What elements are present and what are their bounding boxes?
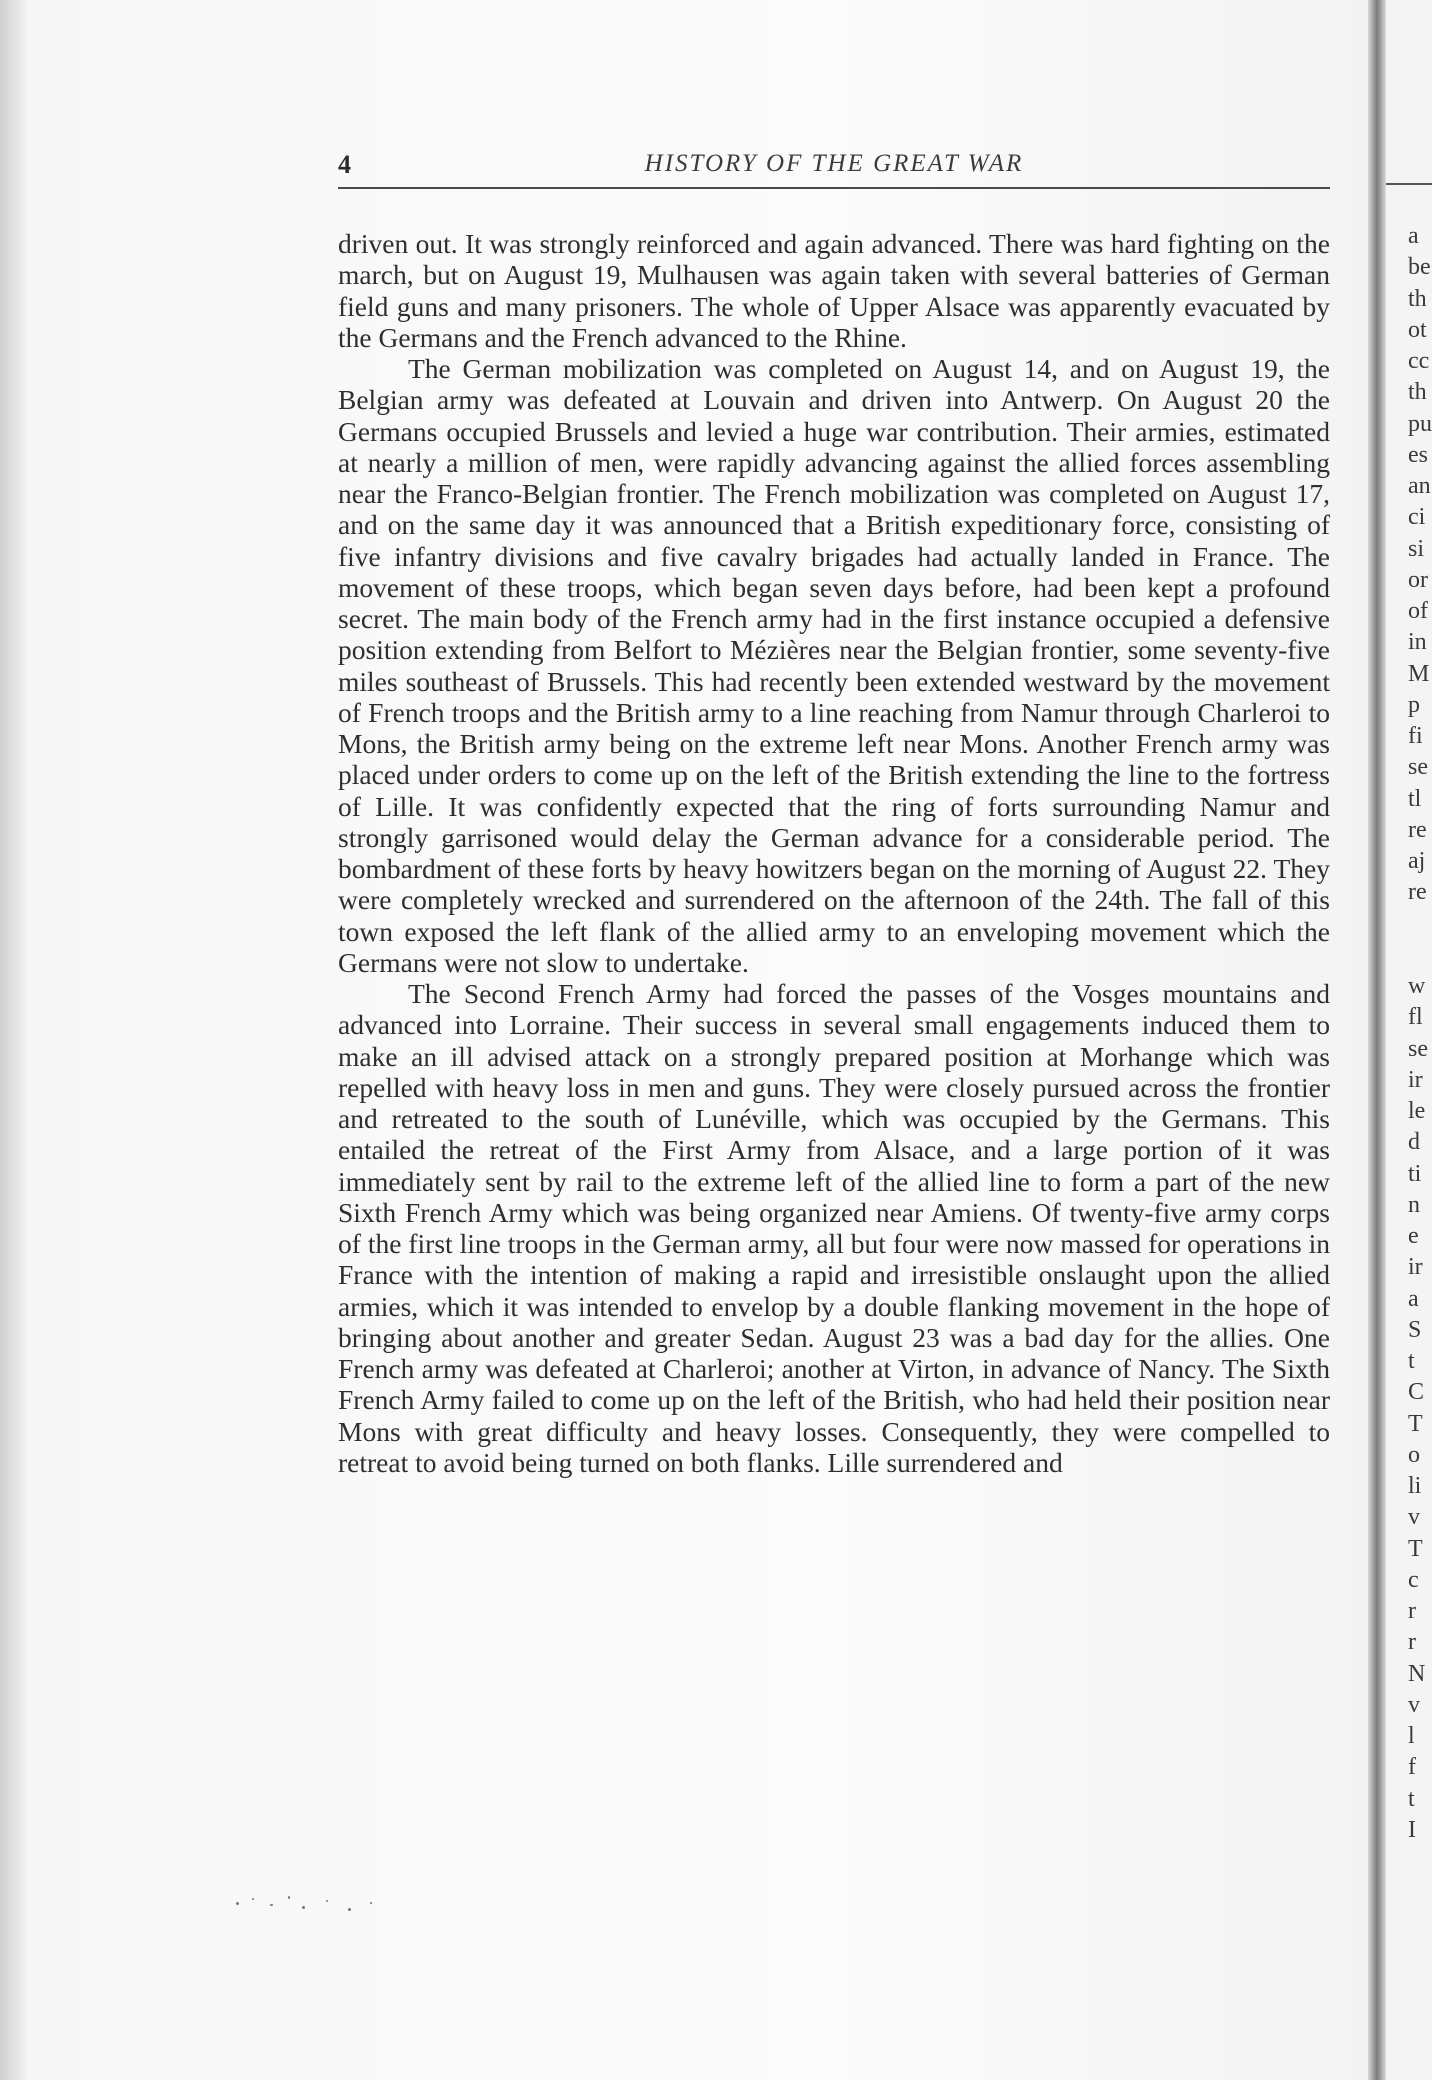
page-header [338,150,1330,186]
adjacent-page-fragment: ir [1408,1254,1423,1281]
adjacent-page-fragment: re [1408,879,1427,906]
adjacent-page-fragment: fi [1408,723,1423,749]
adjacent-page-edge [1386,0,1432,2080]
adjacent-page-fragment: w [1408,973,1426,999]
adjacent-page-fragment: cc [1408,348,1430,374]
adjacent-page-fragment: of [1408,598,1428,624]
adjacent-page-fragment: c [1408,1566,1419,1593]
adjacent-page-fragment: T [1408,1535,1423,1562]
adjacent-page-fragment: v [1408,1691,1420,1718]
adjacent-page-fragment: a [1408,1285,1419,1312]
adjacent-page-fragment: l [1408,1723,1415,1749]
adjacent-page-fragment: ir [1408,1066,1423,1093]
adjacent-page-fragment: ti [1408,1160,1422,1187]
adjacent-page-fragment: be [1408,254,1431,281]
adjacent-page-fragment: n [1408,1191,1420,1218]
adjacent-page-fragment: li [1408,1473,1422,1499]
adjacent-page-fragment: pu [1408,410,1432,437]
adjacent-page-fragment: tl [1408,785,1422,812]
adjacent-page-fragment: I [1408,1816,1416,1843]
adjacent-page-fragment: fl [1408,1004,1423,1031]
adjacent-page-fragment: a [1408,223,1419,249]
adjacent-page-fragment: N [1408,1660,1426,1687]
adjacent-page-fragment: or [1408,566,1428,593]
adjacent-page-fragment: r [1408,1629,1416,1656]
page-edge-shadow [0,0,26,2080]
adjacent-page-fragment: e [1408,1223,1419,1249]
scan-specks [230,1888,400,1918]
adjacent-page-fragment: T [1408,1410,1423,1437]
book-gutter [1368,0,1386,2080]
paragraph: The Second French Army had forced the passes of the Vosges mountains and advanced into Lorraine. Their success in several small engagements induced them to make an ill advised attack on a strongly prepared position at Morhange which was repelled with heavy loss in men and guns. They were closely pursued across the frontier and retreated to the south of Lunéville, which was occupied by the Germans. This entailed the retreat of the First Army from Alsace, and a large portion of it was immediately sent by rail to the extreme left of the allied line to form a part of the new Sixth French Army which was being organized near Amiens. Of twenty-five army corps of the first line troops in the German army, all but four were now massed for operations in France with the intention of making a rapid and irresistible onslaught upon the allied armies, which it was intended to envelop by a double flanking movement in the hope of bringing about another and greater Sedan. August 23 was a bad day for the allies. One French army was defeated at Charleroi; another at Virton, in advance of Nancy. The Sixth French Army failed to come up on the left of the British, who had held their position near Mons with great difficulty and heavy losses. Consequently, they were compelled to retreat to avoid being turned on both flanks. Lille surrendered and [338,978,1330,1478]
adjacent-page-fragment: p [1408,691,1420,718]
page-number: 4 [338,150,351,179]
running-title: HISTORY OF THE GREAT WAR [644,150,1024,177]
adjacent-page-fragment: se [1408,1035,1428,1062]
adjacent-page-fragment: M [1408,660,1430,687]
adjacent-page-fragment: th [1408,285,1427,312]
header-rule [338,187,1330,189]
adjacent-page-fragment: d [1408,1129,1420,1156]
adjacent-page-fragment: v [1408,1504,1420,1531]
adjacent-page-fragment: si [1408,535,1425,562]
adjacent-page-fragment: S [1408,1316,1422,1343]
adjacent-page-fragment: f [1408,1754,1416,1781]
adjacent-page-fragment: r [1408,1598,1416,1624]
adjacent-page-fragment: re [1408,816,1427,843]
adjacent-page-fragment: le [1408,1098,1426,1124]
adjacent-page-fragment: se [1408,754,1428,781]
adjacent-page-fragment: in [1408,629,1427,656]
paragraph: driven out. It was strongly reinforced and again advanced. There was hard fighting on the march, but on August 19, Mulhausen was again taken with several batteries of German field guns and many prisoners. The whole of Upper Alsace was apparently evacuated by the Germans and the French advanced to the Rhine. [338,228,1330,353]
adjacent-page-fragment: t [1408,1348,1415,1374]
body-text [338,228,1330,1478]
adjacent-page-fragment: t [1408,1785,1415,1812]
adjacent-page-fragment: aj [1408,848,1426,874]
adjacent-header-rule [1386,183,1432,185]
adjacent-page-fragment: an [1408,473,1431,499]
adjacent-page-fragment: ci [1408,504,1426,531]
adjacent-page-fragment: th [1408,379,1427,406]
adjacent-page-fragment: C [1408,1379,1425,1406]
adjacent-page-fragment: ot [1408,316,1427,343]
adjacent-page-fragment: es [1408,441,1428,468]
paragraph: The German mobilization was completed on August 14, and on August 19, the Belgian army was defeated at Louvain and driven into Antwerp. On August 20 the Germans occupied Brussels and levied a huge war contribution. Their armies, estimated at nearly a million of men, were rapidly advancing against the allied forces assembling near the Franco-Belgian frontier. The French mobilization was completed on August 17, and on the same day it was announced that a British expeditionary force, consisting of five infantry divisions and five cavalry brigades had actually landed in France. The movement of these troops, which began seven days before, had been kept a profound secret. The main body of the French army had in the first instance occupied a defensive position extending from Belfort to Mézières near the Belgian frontier, some seventy-five miles southeast of Brussels. This had recently been extended westward by the movement of French troops and the British army to a line reaching from Namur through Charleroi to Mons, the British army being on the extreme left near Mons. Another French army was placed under orders to come up on the left of the British extending the line to the fortress of Lille. It was confidently expected that the ring of forts surrounding Namur and strongly garrisoned would delay the German advance for a considerable period. The bombardment of these forts by heavy howitzers began on the morning of August 22. They were completely wrecked and surrendered on the afternoon of the 24th. The fall of this town exposed the left flank of the allied army to an enveloping movement which the Germans were not slow to undertake. [338,353,1330,978]
adjacent-page-fragment: o [1408,1441,1420,1468]
